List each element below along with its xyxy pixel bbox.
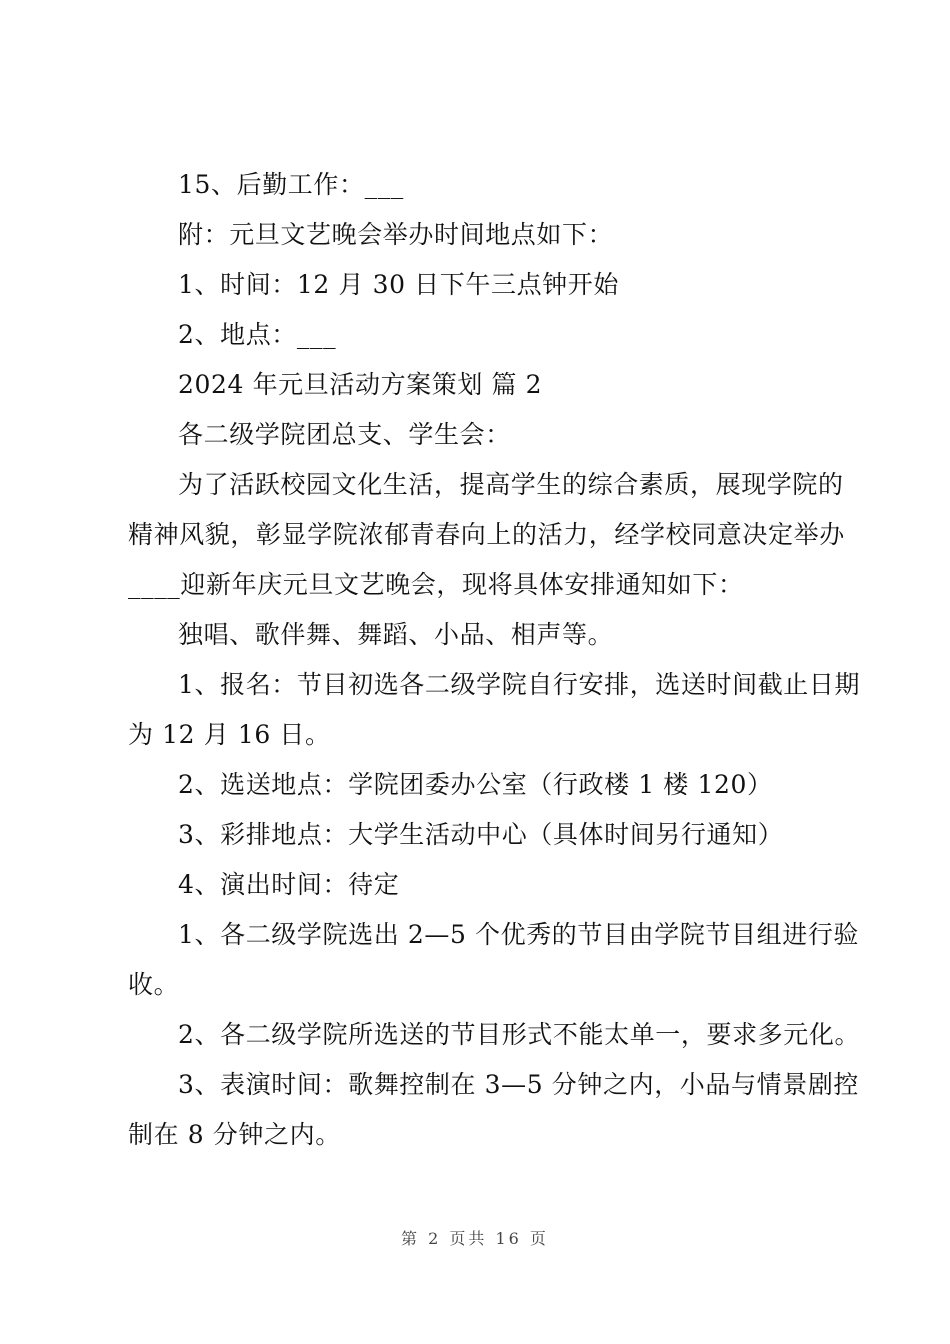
- paragraph-line: 4、演出时间：待定: [178, 870, 400, 899]
- page-footer: 第 2 页共 16 页: [401, 1229, 549, 1248]
- paragraph-line: 附：元旦文艺晚会举办时间地点如下：: [178, 220, 614, 249]
- paragraph-line: 1、时间：12 月 30 日下午三点钟开始: [178, 270, 619, 299]
- paragraph-line: 各二级学院团总支、学生会：: [178, 420, 511, 449]
- paragraph-line: 15、后勤工作：___: [178, 170, 404, 199]
- section-heading: 2024 年元旦活动方案策划 篇 2: [178, 370, 543, 399]
- paragraph-line: 1、报名：节目初选各二级学院自行安排，选送时间截止日期: [178, 670, 861, 699]
- paragraph-line: 2、各二级学院所选送的节目形式不能太单一，要求多元化。: [178, 1020, 861, 1049]
- paragraph-line: 制在 8 分钟之内。: [128, 1120, 341, 1149]
- paragraph-line: 2、地点：___: [178, 320, 337, 349]
- paragraph-line: 2、选送地点：学院团委办公室（行政楼 1 楼 120）: [178, 770, 773, 799]
- paragraph-line: 3、表演时间：歌舞控制在 3—5 分钟之内，小品与情景剧控: [178, 1070, 860, 1099]
- paragraph-line: 1、各二级学院选出 2—5 个优秀的节目由学院节目组进行验: [178, 920, 860, 949]
- paragraph-line: 3、彩排地点：大学生活动中心（具体时间另行通知）: [178, 820, 784, 849]
- paragraph-line: 精神风貌，彰显学院浓郁青春向上的活力，经学校同意决定举办: [128, 520, 845, 549]
- paragraph-line: 独唱、歌伴舞、舞蹈、小品、相声等。: [178, 620, 614, 649]
- paragraph-line: ____迎新年庆元旦文艺晚会，现将具体安排通知如下：: [128, 570, 744, 599]
- document-body: [128, 160, 861, 1160]
- paragraph-line: 为了活跃校园文化生活，提高学生的综合素质，展现学院的: [178, 470, 844, 499]
- paragraph-line: 收。: [128, 970, 180, 999]
- paragraph-line: 为 12 月 16 日。: [128, 720, 331, 749]
